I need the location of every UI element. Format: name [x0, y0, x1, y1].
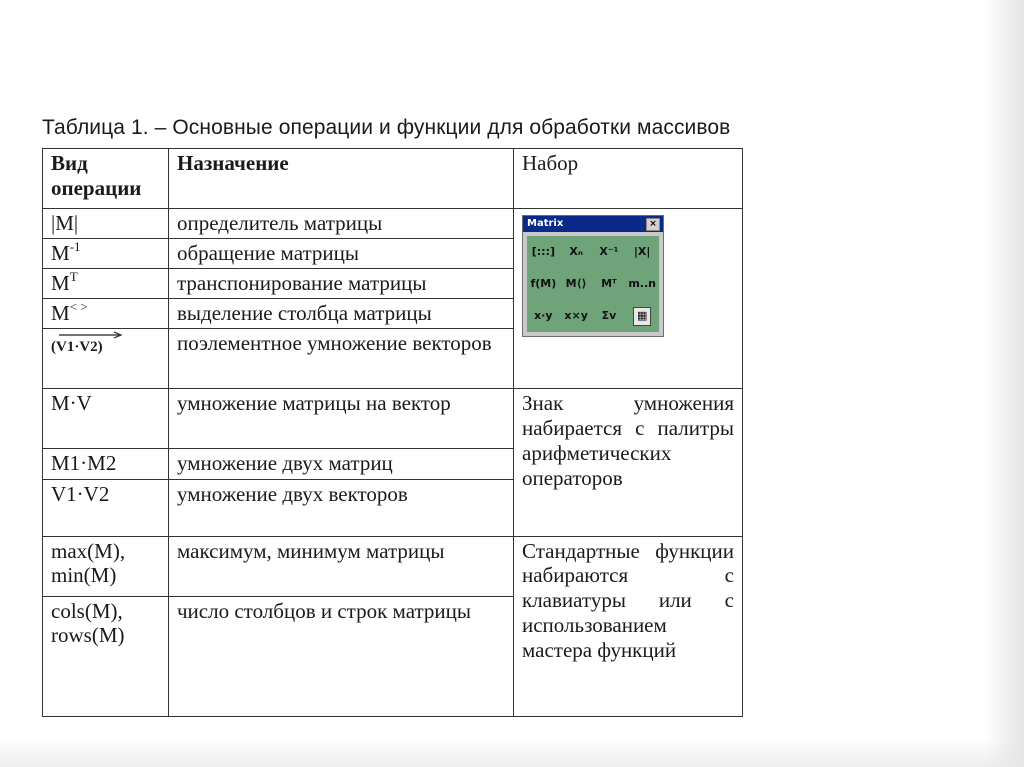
palette-picture-label: ▦: [633, 307, 651, 326]
op-matrix-matrix: M1·M2: [43, 449, 169, 479]
palette-vectorize-label: f(M): [530, 276, 557, 290]
palette-titlebar: [523, 216, 663, 232]
table-row: [43, 209, 743, 239]
palette-buttons: [527, 236, 659, 332]
palette-picture-button[interactable]: [625, 300, 659, 332]
op-matrix-vector: M·V: [43, 389, 169, 449]
op-max-min: max(M), min(M): [43, 536, 169, 596]
palette-determinant-label: |X|: [633, 244, 651, 258]
table-row: [43, 536, 743, 596]
header-operation-type: Вид операции: [43, 149, 169, 209]
table-row: [43, 389, 743, 449]
matrix-palette[interactable]: [522, 215, 664, 337]
purpose-matrix-vector: умножение матрицы на вектор: [169, 389, 514, 449]
header-set: Набор: [514, 149, 743, 209]
palette-subscript-label: Xₙ: [569, 244, 583, 258]
palette-determinant-button[interactable]: [625, 236, 659, 268]
purpose-cols-rows: число столбцов и строк матрицы: [169, 596, 514, 716]
slide-bottom-shadow: [0, 739, 1024, 767]
palette-cross-product-button[interactable]: [560, 300, 593, 332]
palette-matrix-label: [:::]: [531, 244, 556, 258]
set-functions-note: Стандартные функции набираются с клавиатуры или с использованием мастера функций: [514, 536, 743, 716]
op-column-sup: < >: [69, 299, 88, 315]
header-purpose: Назначение: [169, 149, 514, 209]
palette-column-button[interactable]: [560, 268, 593, 300]
palette-transpose-label: Mᵀ: [601, 276, 617, 290]
palette-cross-product-label: x×y: [564, 308, 588, 322]
palette-subscript-button[interactable]: [560, 236, 593, 268]
purpose-inverse: обращение матрицы: [169, 239, 514, 269]
op-determinant: |M|: [43, 209, 169, 239]
palette-inverse-label: X⁻¹: [599, 244, 619, 258]
palette-column-label: M⟨⟩: [565, 276, 587, 290]
palette-inverse-button[interactable]: [593, 236, 626, 268]
op-cols-rows: cols(M), rows(M): [43, 596, 169, 716]
op-vectorize-label: (V1·V2): [51, 339, 103, 356]
palette-close-icon[interactable]: ×: [646, 218, 660, 231]
palette-dot-product-label: x·y: [534, 308, 553, 322]
palette-transpose-button[interactable]: [593, 268, 626, 300]
op-transpose-sup: T: [69, 269, 78, 285]
vector-arrow-icon: [59, 331, 123, 339]
op-inverse-sup: -1: [69, 239, 81, 255]
table-caption: Таблица 1. – Основные операции и функции для обработки массивов: [42, 116, 731, 139]
op-inverse: [43, 239, 169, 269]
op-vector-vector: V1·V2: [43, 479, 169, 536]
op-vectorize-expr: [51, 331, 103, 357]
purpose-column: выделение столбца матрицы: [169, 299, 514, 329]
purpose-vectorize: поэлементное умножение векторов: [169, 329, 514, 389]
op-inverse-base: M: [51, 241, 70, 266]
palette-matrix-button[interactable]: [527, 236, 560, 268]
table-header-row: [43, 149, 743, 209]
palette-sum-button[interactable]: [593, 300, 626, 332]
purpose-max-min: максимум, минимум матрицы: [169, 536, 514, 596]
palette-dot-product-button[interactable]: [527, 300, 560, 332]
op-column: [43, 299, 169, 329]
set-arith-note: Знак умножения набирается с палитры арифметических операторов: [514, 389, 743, 536]
palette-sum-label: Σv: [601, 308, 617, 322]
purpose-determinant: определитель матрицы: [169, 209, 514, 239]
op-transpose: [43, 269, 169, 299]
op-vectorize: [43, 329, 169, 389]
slide-edge-shadow: [984, 0, 1024, 767]
set-palette-cell: [514, 209, 743, 389]
palette-range-label: m..n: [628, 276, 656, 290]
op-column-base: M: [51, 301, 70, 326]
purpose-vector-vector: умножение двух векторов: [169, 479, 514, 536]
purpose-transpose: транспонирование матрицы: [169, 269, 514, 299]
palette-range-button[interactable]: [625, 268, 659, 300]
palette-title: Matrix: [527, 218, 564, 230]
operations-table: [42, 148, 743, 717]
palette-vectorize-button[interactable]: [527, 268, 560, 300]
purpose-matrix-matrix: умножение двух матриц: [169, 449, 514, 479]
op-transpose-base: M: [51, 271, 70, 296]
